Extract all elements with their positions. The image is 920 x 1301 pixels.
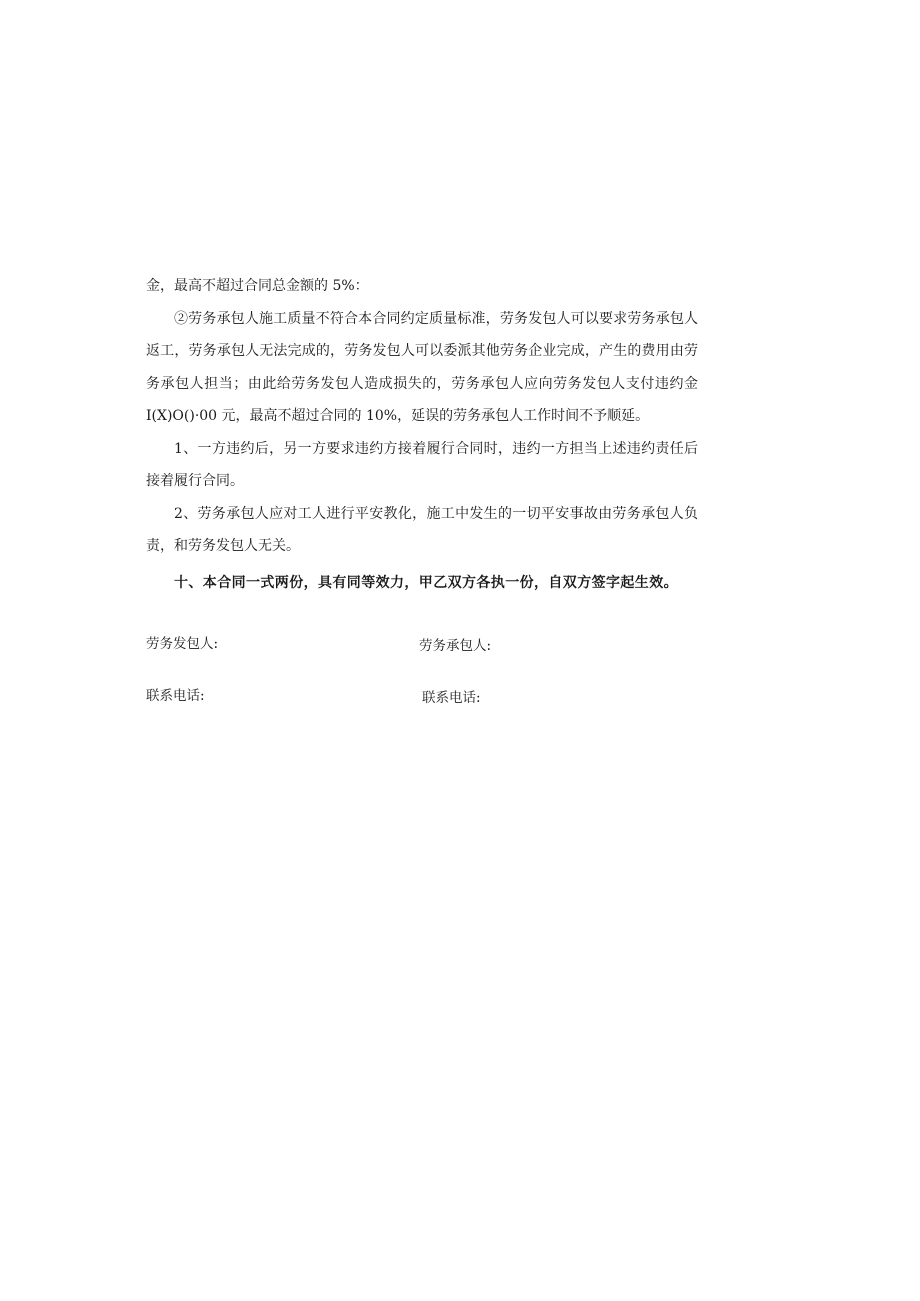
issuer-signature-label: 劳务发包人: [146, 636, 219, 652]
paragraph-breach-continuation: 1、一方违约后，另一方要求违约方接着履行合同时，违约一方担当上述违约责任后接着履行合同。 [146, 440, 698, 489]
contract-body [146, 270, 698, 599]
paragraph-safety-education: 2、劳务承包人应对工人进行平安教化，施工中发生的一切平安事故由劳务承包人负责，和劳务发包人无关。 [146, 505, 698, 554]
issuer-phone-label: 联系电话: [146, 688, 205, 704]
paragraph-penalty-cap: 金，最高不超过合同总金额的 5%： [146, 278, 369, 294]
paragraph-quality-clause: ②劳务承包人施工质量不符合本合同约定质量标准，劳务发包人可以要求劳务承包人返工，劳务承包人无法完成的，劳务发包人可以委派其他劳务企业完成，产生的费用由劳务承包人担当；由此给劳务发包人造成损失的，劳务承包人应向劳务发包人支付违约金 I(X)O()·00 元，最高不超过合同的 10%，延误的劳务承包人工作时间不予顺延。 [146, 310, 698, 424]
contractor-signature-label: 劳务承包人: [419, 638, 492, 654]
contractor-phone-label: 联系电话: [422, 690, 481, 706]
clause-ten-effectiveness: 十、本合同一式两份，具有同等效力，甲乙双方各执一份，自双方签字起生效。 [174, 574, 678, 591]
